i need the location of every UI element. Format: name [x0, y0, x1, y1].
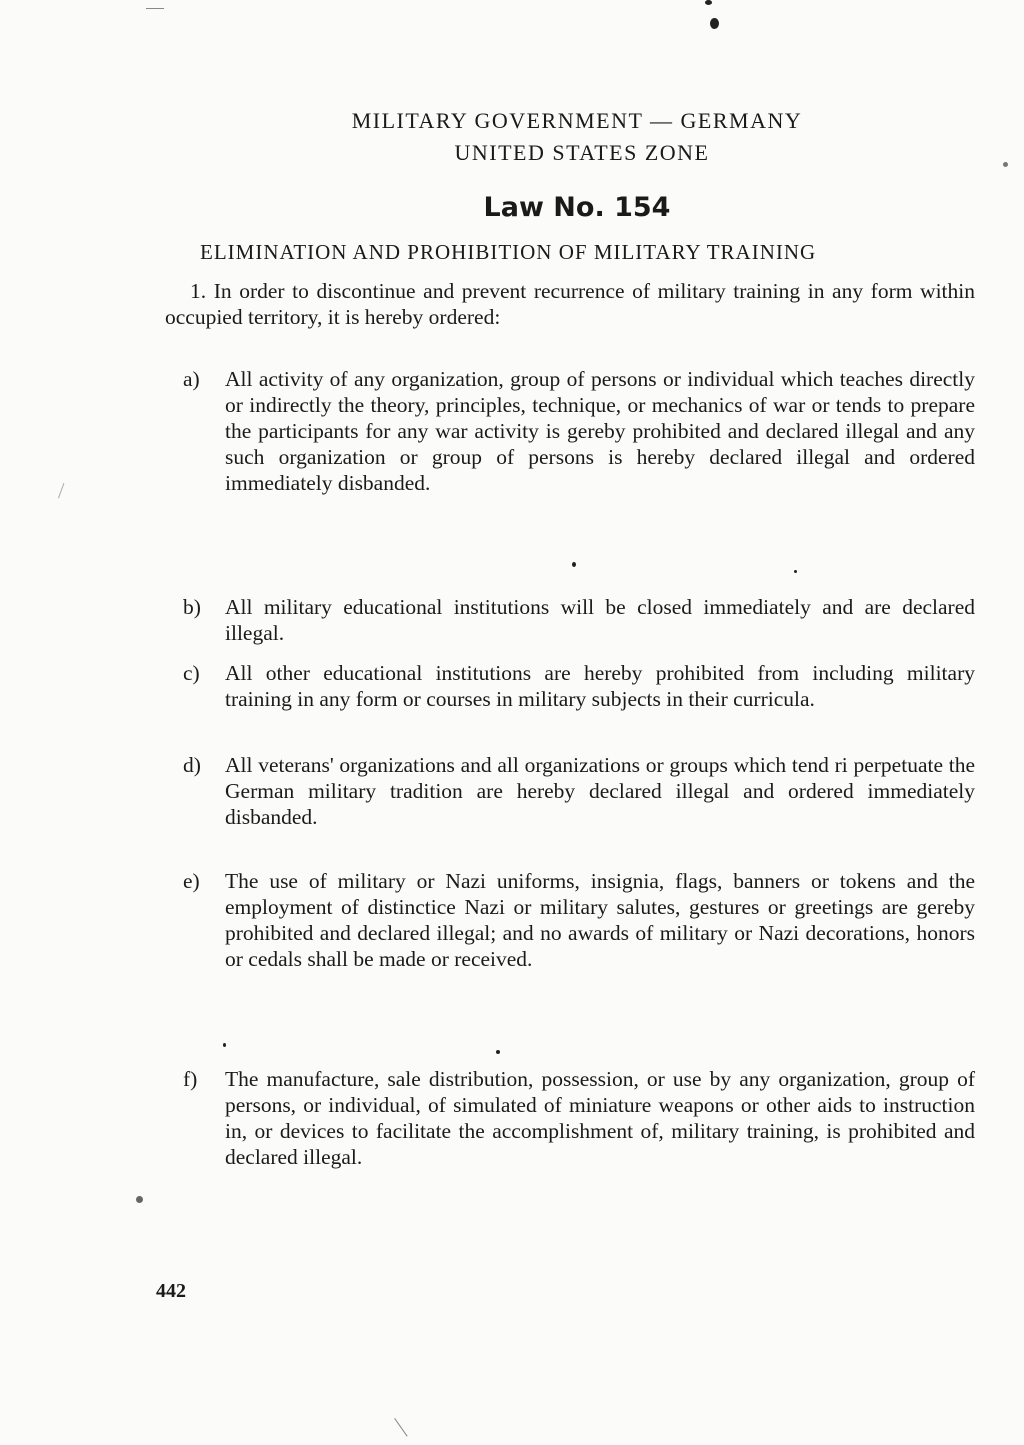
item-label: e) [183, 869, 200, 893]
item-text: All other educational institutions are hereby prohibited from including military training in any form or courses in military subjects in their curricula. [225, 661, 975, 711]
item-label: d) [183, 753, 201, 777]
item-text: All activity of any organization, group of persons or individual which teaches directly or indirectly the theory, principles, technique, or mechanics of war or tends to prepare the participants for any war activity is gereby prohibited and declared illegal and any such organization or group of persons is hereby declared illegal and ordered immediately disbanded. [225, 367, 975, 495]
scan-speck [1003, 162, 1008, 167]
law-title: Law No. 154 [483, 192, 671, 223]
item-e [183, 868, 975, 972]
item-text: All veterans' organizations and all organizations or groups which tend ri perpetuate the German military tradition are hereby declared illegal and ordered immediately disbanded. [225, 753, 975, 829]
intro-paragraph: 1. In order to discontinue and prevent recurrence of military training in any form within occupied territory, it is hereby ordered: [165, 279, 975, 329]
item-text: All military educational institutions will be closed immediately and are declared illegal. [225, 595, 975, 645]
scan-speck [136, 1196, 143, 1203]
item-label: f) [183, 1067, 198, 1091]
law-subtitle: ELIMINATION AND PROHIBITION OF MILITARY TRAINING [200, 240, 817, 264]
scan-speck [705, 0, 712, 5]
header-line-2: UNITED STATES ZONE [454, 140, 710, 165]
item-b [183, 594, 975, 646]
scan-scratch [58, 483, 64, 498]
scan-speck [496, 1050, 500, 1054]
item-text: The manufacture, sale distribution, possession, or use by any organization, group of persons, or individual, of simulated of miniature weapons or other aids to instruction in, or devices to facilitate the accomplishment of, military training, is prohibited and declared illegal. [225, 1067, 975, 1169]
scan-speck [794, 570, 797, 573]
scan-speck [572, 562, 576, 567]
item-text: The use of military or Nazi uniforms, insignia, flags, banners or tokens and the employment of distinctice Nazi or military salutes, gestures or greetings are gereby prohibited and declared illegal; and no awards of military or Nazi decorations, honors or cedals shall be made or received. [225, 869, 975, 971]
item-d [183, 752, 975, 830]
scan-speck [710, 18, 719, 29]
item-label: a) [183, 367, 200, 391]
page-number: 442 [156, 1280, 186, 1302]
scan-speck [223, 1043, 226, 1047]
scan-scratch [394, 1418, 407, 1437]
item-label: c) [183, 661, 200, 685]
item-f [183, 1066, 975, 1170]
header-line-1: MILITARY GOVERNMENT — GERMANY [351, 108, 803, 133]
scan-scratch [146, 8, 164, 9]
item-c [183, 660, 975, 712]
item-a [183, 366, 975, 496]
item-label: b) [183, 595, 201, 619]
